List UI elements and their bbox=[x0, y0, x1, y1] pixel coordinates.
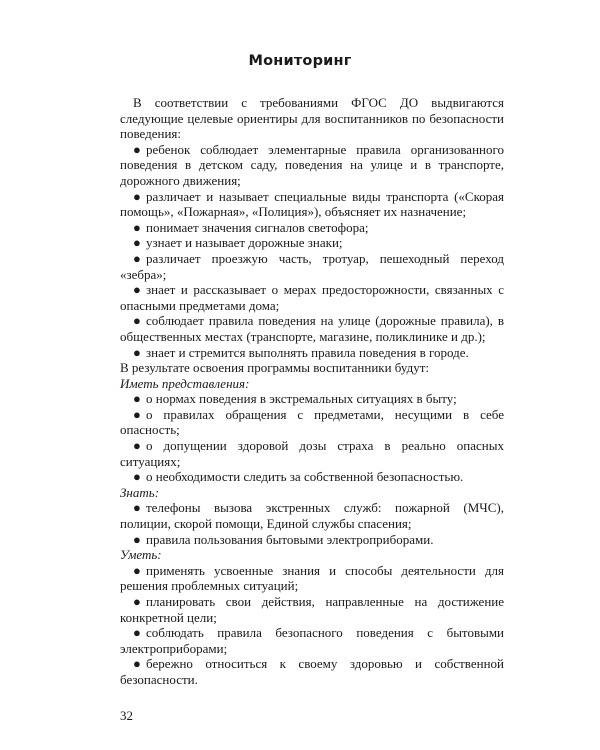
bullet-icon: ● bbox=[133, 188, 141, 204]
list-item: ● ребенок соблюдает элементарные правила организованного поведения в детском саду, поведения на улице и в транспорте, дорожного движения; bbox=[120, 141, 504, 188]
know-heading: Знать: bbox=[120, 484, 160, 500]
bullet-icon: ● bbox=[133, 500, 141, 516]
list-item: ● знает и рассказывает о мерах предосторожности, связанных с опасными предметами дома; bbox=[120, 282, 504, 313]
list-item: ● о нормах поведения в экстремальных ситуациях в быту; bbox=[133, 391, 457, 407]
bullet-icon: ● bbox=[133, 438, 141, 454]
result-paragraph: В результате освоения программы воспитанники будут: bbox=[120, 360, 430, 376]
bullet-icon: ● bbox=[133, 625, 141, 641]
bullet-icon: ● bbox=[133, 141, 141, 157]
list-item: ● различает и называет специальные виды транспорта («Скорая помощь», «Пожарная», «Полиция»), объясняет их назначение; bbox=[120, 188, 504, 220]
bullet-icon: ● bbox=[133, 219, 141, 235]
bullet-icon: ● bbox=[133, 235, 141, 251]
list-item: ● соблюдает правила поведения на улице (дорожные правила), в общественных местах (транспорте, магазине, поликлинике и др.); bbox=[120, 313, 504, 344]
list-item: ● различает проезжую часть, тротуар, пешеходный переход «зебра»; bbox=[120, 250, 504, 282]
have-ideas-list bbox=[120, 391, 504, 485]
bullet-icon: ● bbox=[133, 562, 141, 578]
bullet-icon: ● bbox=[133, 282, 141, 298]
list-item: ● о правилах обращения с предметами, несущими в себе опасность; bbox=[120, 406, 504, 438]
bullet-icon: ● bbox=[133, 250, 141, 266]
able-list bbox=[120, 563, 504, 688]
page-title: Мониторинг bbox=[248, 53, 352, 69]
list-item: ● применять усвоенные знания и способы деятельности для решения проблемных ситуаций; bbox=[120, 562, 504, 594]
bullet-icon: ● bbox=[133, 313, 141, 329]
have-ideas-heading: Иметь представления: bbox=[120, 375, 250, 391]
bullet-icon: ● bbox=[133, 656, 141, 672]
list-item: ● правила пользования бытовыми электроприборами. bbox=[133, 531, 434, 547]
bullet-icon: ● bbox=[133, 531, 141, 547]
bullet-icon: ● bbox=[133, 469, 141, 485]
targets-list bbox=[120, 142, 504, 360]
list-item: ● о необходимости следить за собственной безопасностью. bbox=[133, 469, 464, 485]
list-item: ● понимает значения сигналов светофора; bbox=[133, 219, 369, 235]
list-item: ● знает и стремится выполнять правила поведения в городе. bbox=[133, 344, 469, 360]
list-item: ● телефоны вызова экстренных служб: пожарной (МЧС), полиции, скорой помощи, Единой службы спасения; bbox=[120, 500, 504, 532]
page-content bbox=[120, 95, 504, 688]
bullet-icon: ● bbox=[133, 594, 141, 609]
list-item: ● узнает и называет дорожные знаки; bbox=[133, 235, 343, 251]
bullet-icon: ● bbox=[133, 344, 141, 360]
know-list bbox=[120, 500, 504, 547]
list-item: ● планировать свои действия, направленные на достижение конкретной цели; bbox=[120, 594, 504, 625]
able-heading: Уметь: bbox=[120, 547, 162, 563]
list-item: ● соблюдать правила безопасного поведения с бытовыми электроприборами; bbox=[120, 625, 504, 656]
intro-paragraph: В соответствии с требованиями ФГОС ДО выдвигаются следующие целевые ориентиры для воспитанников по безопасности поведения: bbox=[120, 95, 504, 142]
list-item: ● о допущении здоровой дозы страха в реально опасных ситуациях; bbox=[120, 438, 504, 469]
bullet-icon: ● bbox=[133, 406, 141, 422]
page-number: 32 bbox=[120, 708, 133, 723]
list-item: ● бережно относиться к своему здоровью и собственной безопасности. bbox=[120, 656, 504, 687]
bullet-icon: ● bbox=[133, 391, 141, 407]
